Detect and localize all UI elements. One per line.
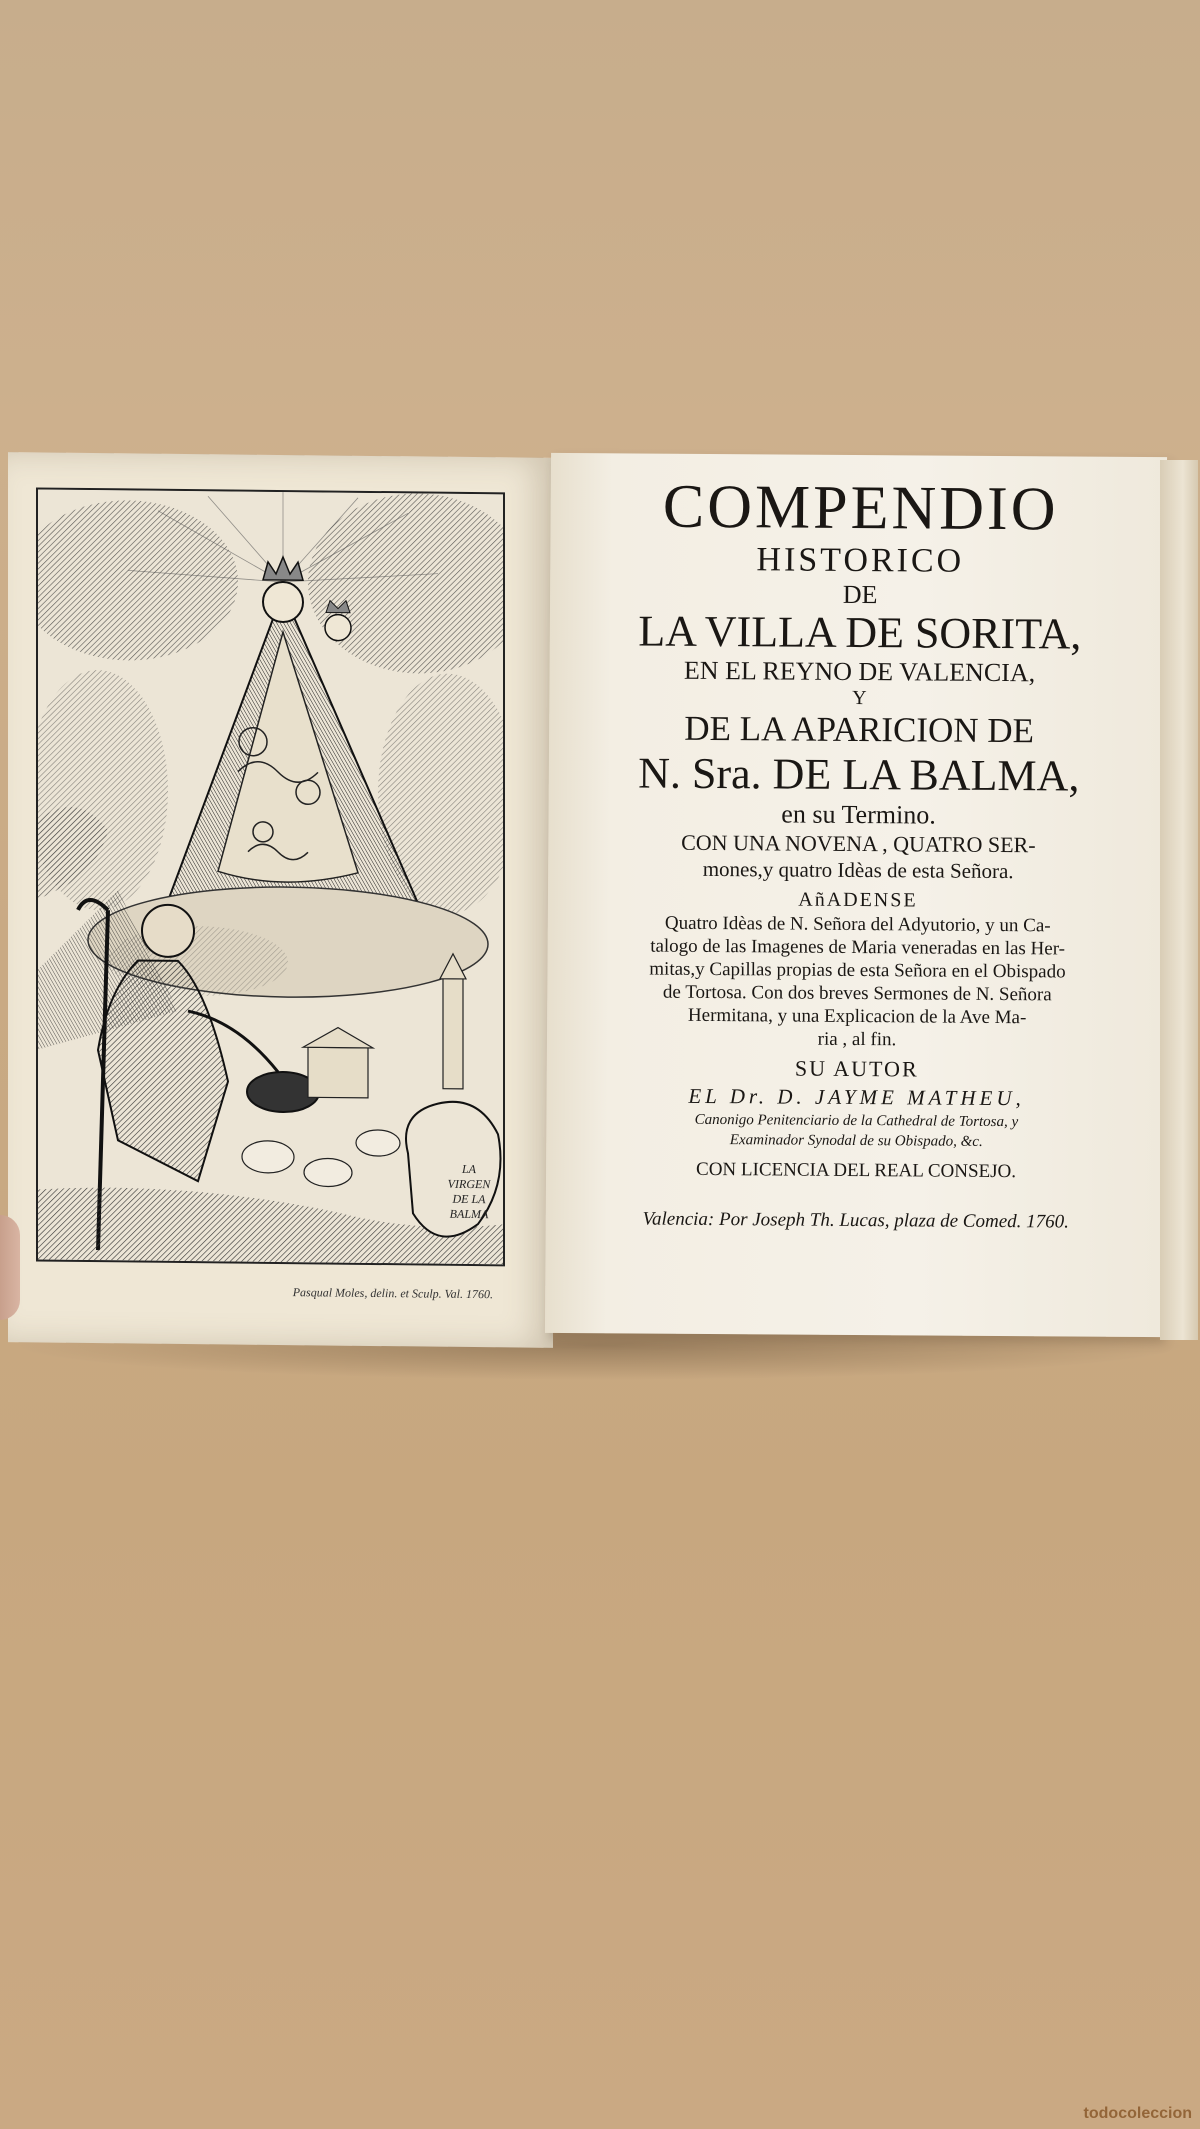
cartouche-line: VIRGEN [447,1176,491,1192]
licence-line: CON LICENCIA DEL REAL CONSEJO. [695,1158,1017,1183]
engraver-credit: Pasqual Moles, delin. et Sculp. Val. 1760. [292,1285,493,1302]
author-heading: SU AUTOR [794,1055,919,1082]
engraving-plate [36,487,505,1266]
title-aparicion: DE LA APARICION DE [684,708,1035,751]
title-reyno: EN EL REYNO DE VALENCIA, [683,655,1036,688]
page-edges [1160,460,1198,1340]
title-termino: en su Termino. [781,799,936,830]
body-line: Hermitana, y una Explicacion de la Ave Ma- [687,1004,1027,1029]
title-historico: HISTORICO [756,541,965,580]
body-line: mitas,y Capillas propias de esta Señora en el Obispado [649,958,1066,983]
left-page [8,452,553,1348]
imprint-line: Valencia: Por Joseph Th. Lucas, plaza de Comed. 1760. [642,1208,1069,1233]
body-line: de Tortosa. Con dos breves Sermones de N. Señora [662,981,1052,1006]
title-y: Y [852,686,867,710]
title-de: DE [842,579,878,610]
body-line: talogo de las Imagenes de Maria veneradas en las Her- [650,935,1066,960]
title-novena: CON UNA NOVENA , QUATRO SER- [681,829,1036,858]
author-title: Canonigo Penitenciario de la Cathedral de Tortosa, y [694,1111,1019,1131]
title-compendio: COMPENDIO [662,472,1059,544]
author-name: EL Dr. D. JAYME MATHEU, [688,1083,1025,1111]
watermark-text: todocoleccion [1083,2105,1192,2122]
cartouche-text [430,1162,505,1223]
author-title: Examinador Synodal de su Obispado, &c. [729,1132,983,1150]
cartouche-line: DE LA [452,1191,486,1207]
virgin-engraving-illustration [38,489,503,1264]
title-sermones: mones,y quatro Idèas de esta Señora. [702,856,1014,884]
title-page [545,453,1167,1337]
cartouche-line: LA [461,1161,476,1177]
body-line: Quatro Idèas de N. Señora del Adyutorio, y un Ca- [664,912,1051,937]
title-villa: LA VILLA DE SORITA, [638,606,1082,659]
title-anadense: AñADENSE [798,888,918,912]
cartouche-line: BALMA [449,1206,489,1222]
thumb [0,1215,20,1320]
body-line: ria , al fin. [817,1028,897,1051]
title-text-block [576,471,1141,1237]
title-balma: N. Sra. DE LA BALMA, [638,748,1080,801]
